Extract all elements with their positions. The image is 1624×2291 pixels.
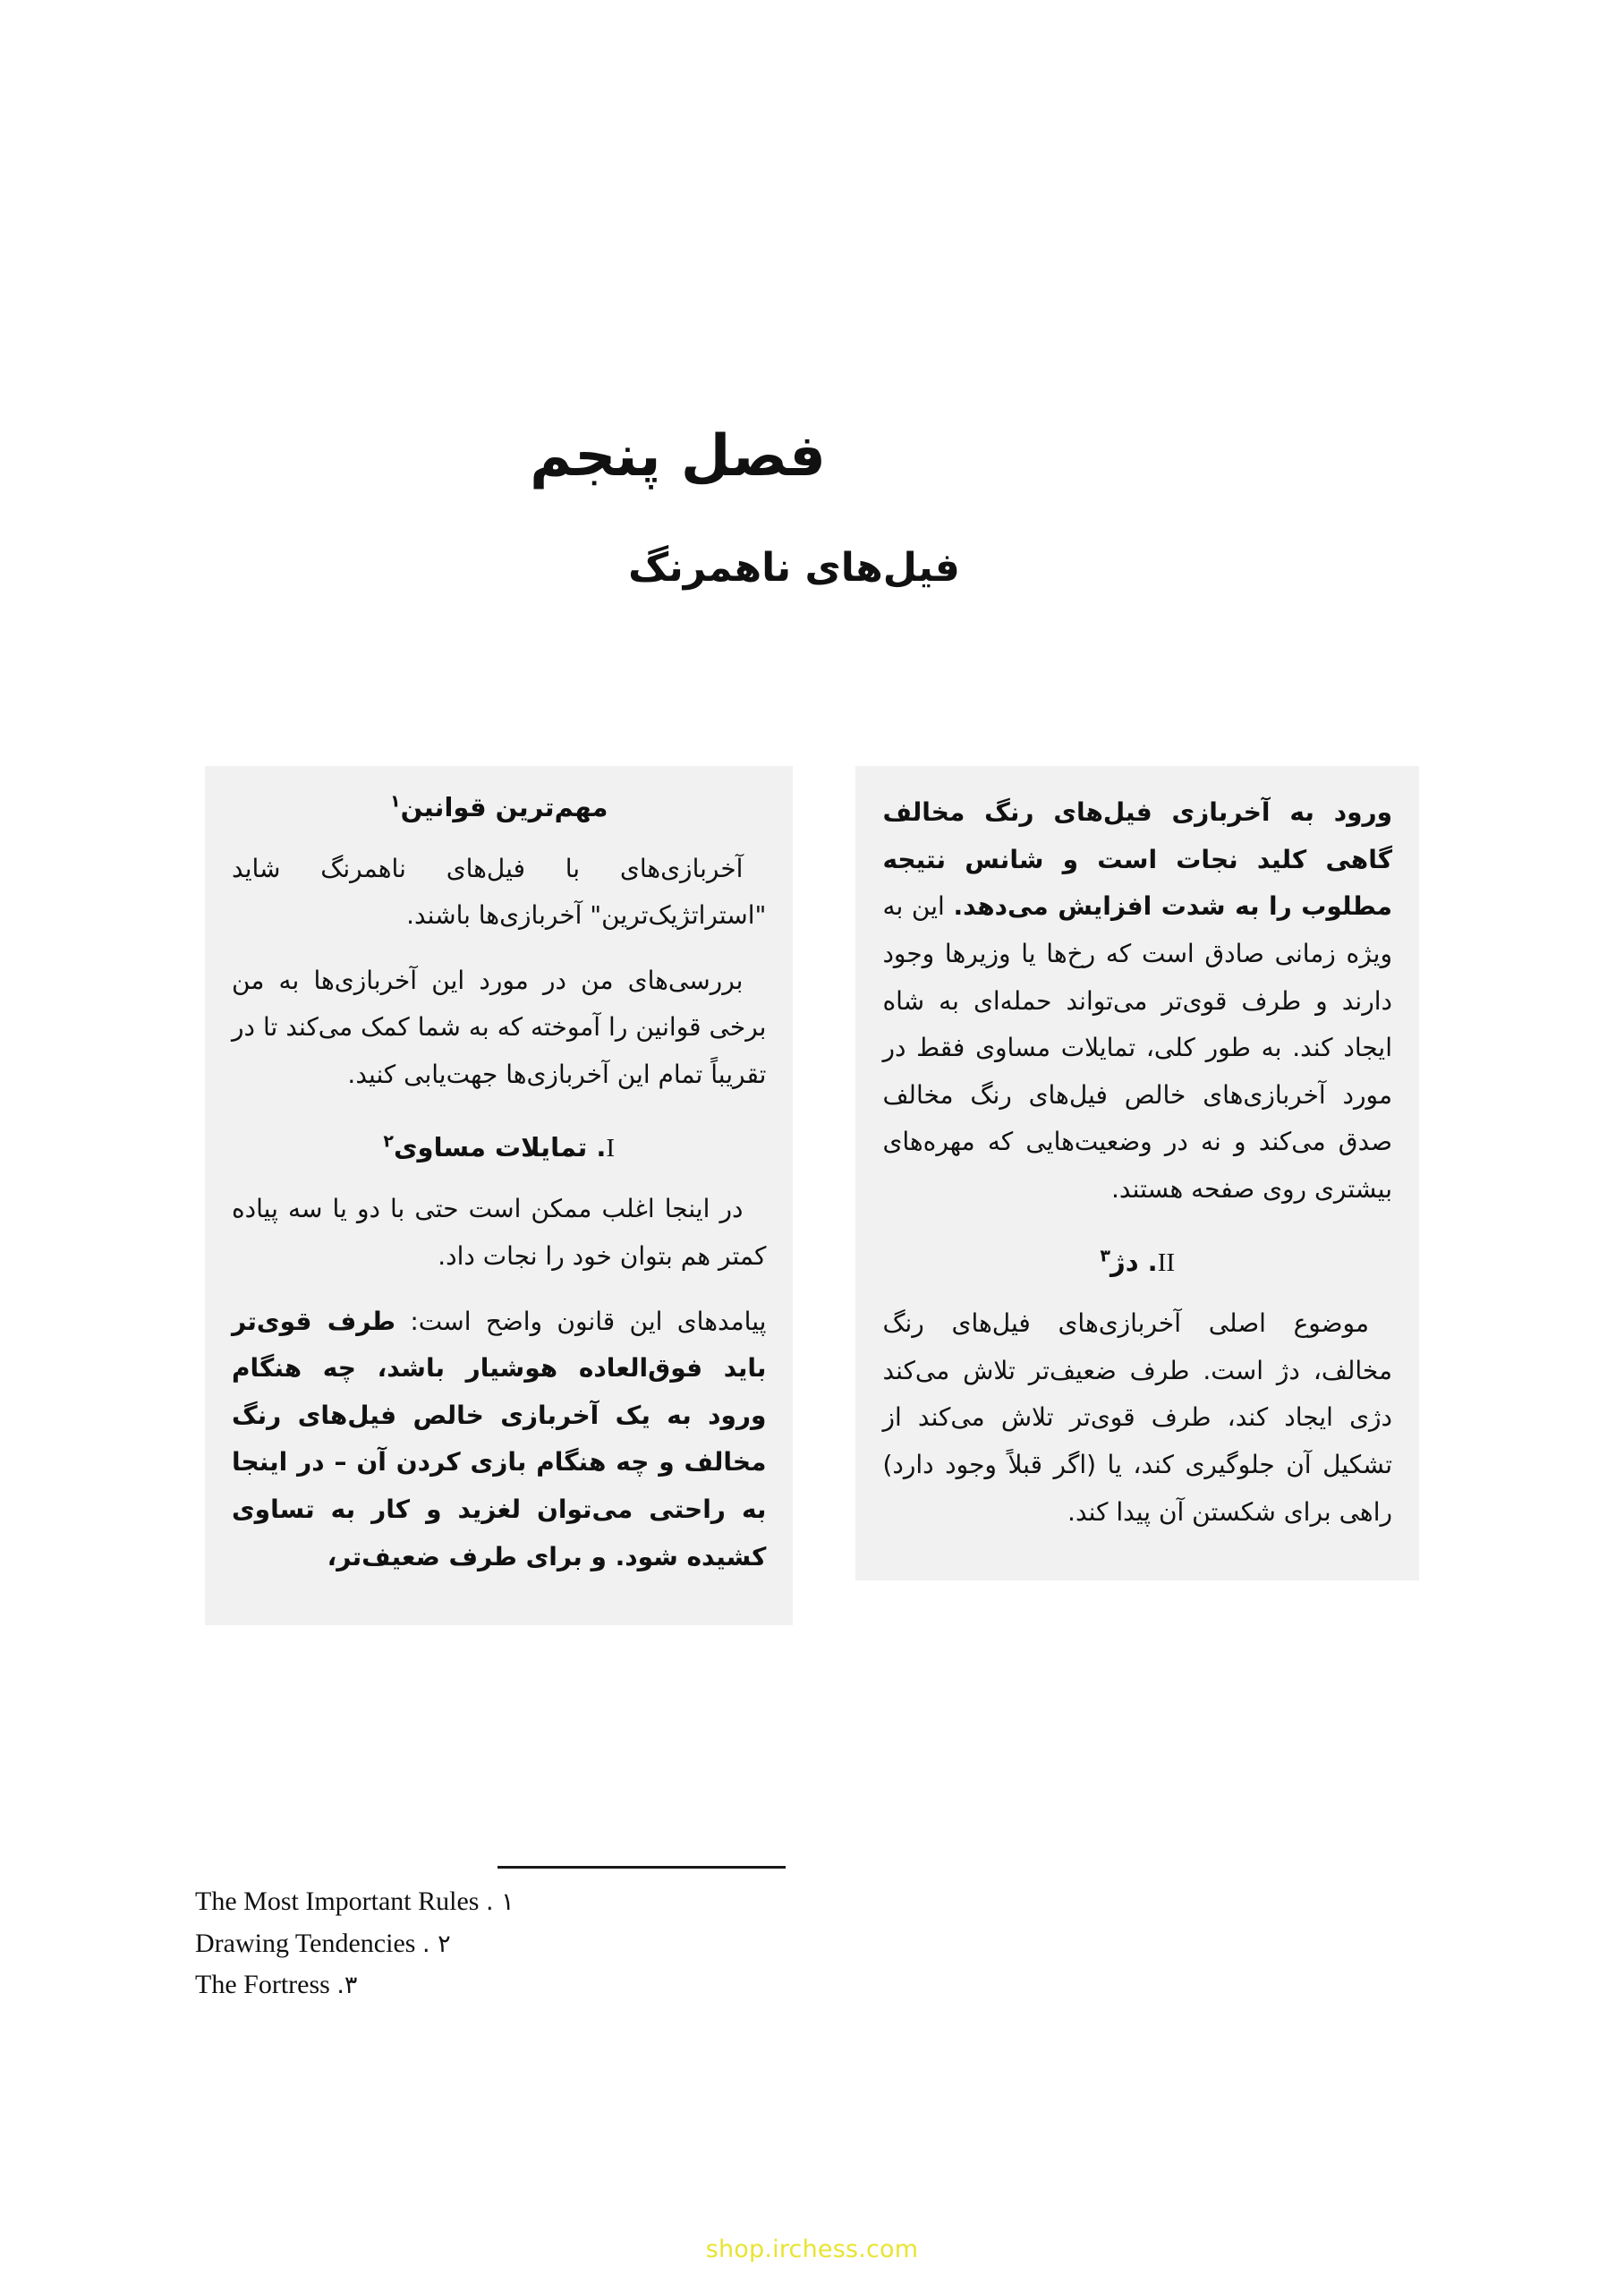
footnote-number: . ۱ — [485, 1888, 514, 1916]
paragraph-drawing-tendencies-2 — [232, 1299, 766, 1581]
site-watermark: shop.irchess.com — [705, 2236, 919, 2263]
section-number-roman: I — [606, 1133, 616, 1163]
body-columns — [205, 766, 1419, 1625]
footnote-marker-3: ۳ — [1100, 1245, 1110, 1265]
chapter-heading — [188, 421, 1436, 593]
section-heading-text: . دژ — [1110, 1246, 1158, 1277]
paragraph-continuation: این به ویژه زمانی صادق است که رخ‌ها یا وزیرها وجود دارند و طرف قوی‌تر می‌تواند حمله‌ای به شاه ایجاد کند. به طور کلی، تمایلات مساوی فقط در مورد آخربازی‌های خالص فیل‌های رنگ مخالف صدق می‌کند و نه در وضعیت‌هایی که مهره‌های بیشتری روی صفحه هستند. — [882, 891, 1392, 1204]
section-heading-drawing-tendencies — [232, 1129, 766, 1167]
paragraph-lead-in: پیامدهای این قانون واضح است: — [395, 1306, 767, 1336]
paragraph-emphasis: ورود به آخربازی فیل‌های رنگ مخالف گاهی کلید نجات است و شانس نتیجه مطلوب را به شدت افزایش می‌دهد. — [882, 797, 1393, 922]
section-heading-text: مهم‌ترین قوانین — [400, 792, 608, 822]
section-heading-the-fortress — [882, 1244, 1392, 1282]
chapter-subtitle: فیل‌های ناهمرنگ — [628, 545, 960, 591]
footnotes-block — [195, 1866, 786, 2006]
section-heading-text: . تمایلات مساوی — [393, 1131, 607, 1163]
paragraph-emphasis: طرف قوی‌تر باید فوق‌العاده هوشیار باشد، چه هنگام ورود به یک آخربازی خالص فیل‌های رنگ مخالف و چه هنگام بازی کردن آن – در اینجا به راحتی می‌توان لغزید و کار به تساوی کشیده شود. و برای طرف ضعیف‌تر، — [232, 1306, 767, 1571]
paragraph-drawing-tendencies-1: در اینجا اغلب ممکن است حتی با دو یا سه پیاده کمتر هم بتوان خود را نجات داد. — [232, 1194, 767, 1271]
footnote-text: The Most Important Rules — [195, 1886, 480, 1916]
footnote-item — [195, 1881, 786, 1923]
footnote-item — [195, 1964, 786, 2006]
paragraph-opposite-bishops-intro — [882, 789, 1392, 1214]
paragraph-fortress: موضوع اصلی آخربازی‌های فیل‌های رنگ مخالف، دژ است. طرف ضعیف‌تر تلاش می‌کند دژی ایجاد کند، طرف قوی‌تر تلاش می‌کند از تشکیل آن جلوگیری کند، یا (اگر قبلاً وجود دارد) راهی برای شکستن آن پیدا کند. — [882, 1308, 1392, 1527]
footnote-number-value: ۳ — [344, 1972, 358, 1999]
section-heading-most-important-rules — [232, 789, 766, 826]
footnote-item — [195, 1923, 786, 1965]
footnote-number: .۳ — [336, 1972, 358, 1999]
footnote-text: Drawing Tendencies — [195, 1928, 416, 1958]
footnote-text: The Fortress — [195, 1970, 330, 1999]
footnote-number-value: ۱ — [501, 1888, 514, 1916]
footnote-marker-1: ۱ — [390, 791, 401, 812]
footnote-number-value: ۲ — [438, 1929, 451, 1958]
paragraph-intro-1: آخربازی‌های با فیل‌های ناهمرنگ شاید "استراتژیک‌ترین" آخربازی‌ها باشند. — [232, 853, 767, 931]
section-number-roman: II — [1157, 1248, 1176, 1277]
footnote-separator-rule — [497, 1866, 786, 1869]
column-right — [205, 766, 793, 1625]
chapter-title: فصل پنجم — [530, 423, 826, 490]
footnote-number: . ۲ — [421, 1929, 451, 1958]
paragraph-intro-2: بررسی‌های من در مورد این آخربازی‌ها به من برخی قوانین را آموخته که به شما کمک می‌کند تا در تقریباً تمام این آخربازی‌ها جهت‌یابی کنید. — [232, 965, 767, 1090]
footnote-marker-2: ۲ — [383, 1131, 394, 1152]
column-left — [855, 766, 1419, 1580]
